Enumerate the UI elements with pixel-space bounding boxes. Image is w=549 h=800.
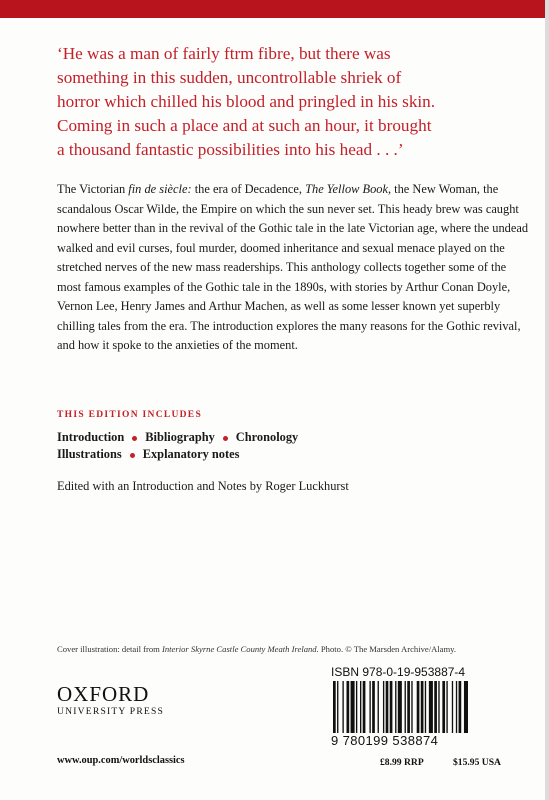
blurb-text: the New Woman, the scandalous Oscar Wilde, the Empire on which the sun never set. This heady brew was caught nowhere better than in the revival of the Gothic tale in the late Victorian age, where the undead walked and evil curses, foul murder, doomed inheritance and sexual menace played on the stretched nerves of the new mass readerships. This anthology collects together some of the most famous examples of the Gothic tale in the 1890s, with stories by Arthur Conan Doyle, Vernon Lee, Henry James and Arthur Machen, as well as some lesser known yet superbly chilling tales from the era. The introduction explores the many reasons for the Gothic revival, and how it spoke to the anxieties of the moment.: [57, 182, 529, 352]
bullet-dot-icon: [132, 436, 137, 441]
blurb-italic: The Yellow Book,: [305, 182, 392, 196]
description-blurb: [57, 180, 529, 356]
website-link[interactable]: www.oup.com/worldsclassics: [57, 755, 185, 766]
edition-includes-heading: THIS EDITION INCLUDES: [57, 410, 203, 420]
pull-quote: [57, 42, 527, 162]
credit-title: Interior Skyrne Castle County Meath Ireland.: [162, 644, 319, 654]
publisher-press: UNIVERSITY PRESS: [57, 706, 165, 717]
edition-items-row: [57, 430, 298, 445]
credit-text: Photo. © The Marsden Archive/Alamy.: [318, 644, 457, 654]
quote-line: ‘He was a man of fairly ftrm fibre, but there was: [57, 44, 391, 63]
publisher-logo: [57, 682, 187, 717]
cover-edge: [545, 0, 549, 800]
barcode-icon: [331, 681, 523, 733]
isbn-label: ISBN 978-0-19-953887-4: [331, 665, 466, 679]
price-usd: $15.95 USA: [453, 757, 501, 768]
quote-line: a thousand fantastic possibilities into his head . . .’: [57, 140, 404, 159]
blurb-italic: fin de siècle:: [128, 182, 192, 196]
credit-text: Cover illustration: detail from: [57, 644, 163, 654]
quote-line: Coming in such a place and at such an hour, it brought: [57, 116, 432, 135]
bullet-dot-icon: [130, 453, 135, 458]
blurb-text: The Victorian: [57, 182, 129, 196]
edition-items-row: [57, 447, 239, 462]
edition-item: Introduction: [57, 430, 125, 444]
editor-credit: Edited with an Introduction and Notes by Roger Luckhurst: [57, 479, 349, 493]
quote-line: something in this sudden, uncontrollable shriek of: [57, 68, 402, 87]
edition-item: Bibliography: [145, 430, 215, 444]
publisher-name: OXFORD: [57, 682, 150, 706]
edition-item: Explanatory notes: [142, 447, 240, 461]
barcode-digits: 9 780199 538874: [331, 733, 439, 748]
edition-item: Illustrations: [57, 447, 122, 461]
price-gbp: £8.99 RRP: [380, 757, 424, 768]
top-red-band: [0, 0, 549, 18]
edition-item: Chronology: [235, 430, 299, 444]
blurb-text: the era of Decadence,: [191, 182, 306, 196]
cover-illustration-credit: [57, 644, 527, 654]
quote-line: horror which chilled his blood and pringled in his skin.: [57, 92, 436, 111]
bullet-dot-icon: [223, 436, 228, 441]
